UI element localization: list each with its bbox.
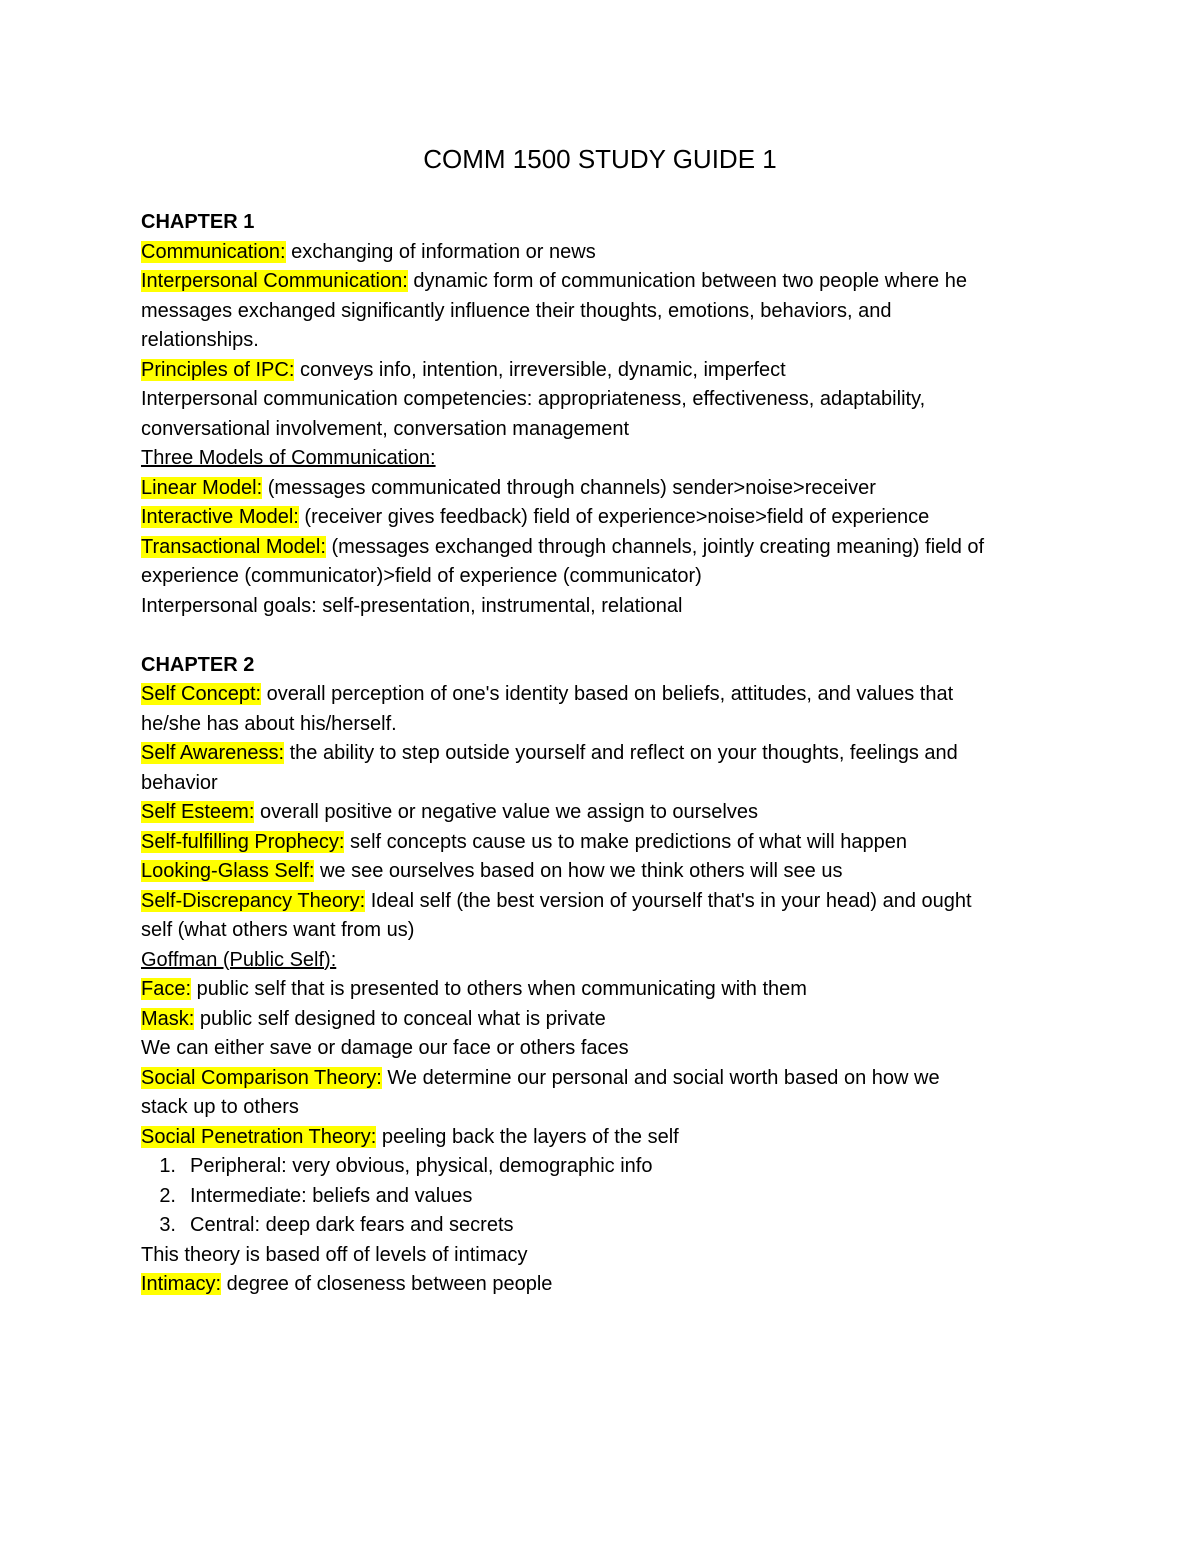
term-face: Face:	[141, 978, 192, 1000]
def-principles: conveys info, intention, irreversible, dynamic, imperfect	[294, 358, 786, 381]
intimacy-note: This theory is based off of levels of intimacy	[141, 1243, 528, 1266]
definition-discrepancy	[141, 887, 1071, 917]
definition-ipc	[141, 267, 1071, 297]
term-intimacy: Intimacy:	[141, 1273, 222, 1295]
def-self-concept-line2: he/she has about his/herself.	[141, 712, 397, 735]
document-body	[141, 208, 1071, 1300]
definition-self-esteem	[141, 798, 1071, 828]
chapter-1-heading: CHAPTER 1	[141, 211, 255, 233]
def-social-penetration: peeling back the layers of the self	[376, 1125, 679, 1148]
list-item-number: 2.	[159, 1184, 176, 1207]
def-prophecy: self concepts cause us to make predictions of what will happen	[344, 830, 907, 853]
definition-looking-glass	[141, 857, 1071, 887]
document-title: COMM 1500 STUDY GUIDE 1	[423, 144, 777, 174]
def-ipc-line2: messages exchanged significantly influence their thoughts, emotions, behaviors, and	[141, 299, 892, 322]
term-transactional: Transactional Model:	[141, 535, 326, 558]
def-social-comparison-line2: stack up to others	[141, 1096, 299, 1118]
models-heading	[141, 444, 1071, 474]
term-social-penetration: Social Penetration Theory:	[141, 1125, 377, 1148]
definition-social-comparison	[141, 1064, 1071, 1094]
term-communication: Communication:	[141, 240, 286, 263]
definition-transactional	[141, 533, 1071, 563]
interpersonal-goals: Interpersonal goals: self-presentation, instrumental, relational	[141, 594, 683, 617]
def-self-awareness-line2: behavior	[141, 771, 218, 794]
competencies-line2: conversational involvement, conversation management	[141, 417, 630, 440]
definition-intimacy	[141, 1270, 1071, 1300]
def-intimacy: degree of closeness between people	[221, 1273, 553, 1295]
term-self-concept: Self Concept:	[141, 683, 262, 705]
def-interactive: (receiver gives feedback) field of experience>noise>field of experience	[298, 506, 930, 528]
def-communication: exchanging of information or news	[285, 240, 596, 263]
goffman-heading-text: Goffman (Public Self):	[141, 948, 337, 971]
def-discrepancy-line1: Ideal self (the best version of yourself that's in your head) and ought	[365, 889, 972, 912]
competencies-line1: Interpersonal communication competencies: appropriateness, effectiveness, adaptability,	[141, 388, 926, 410]
definition-face	[141, 975, 1071, 1005]
list-item	[141, 1211, 1071, 1241]
definition-communication	[141, 238, 1071, 268]
list-item	[141, 1182, 1071, 1212]
list-item-text: Intermediate: beliefs and values	[190, 1184, 473, 1207]
term-principles: Principles of IPC:	[141, 358, 295, 381]
list-item-number: 3.	[159, 1214, 176, 1236]
list-item-text: Peripheral: very obvious, physical, demographic info	[190, 1155, 653, 1177]
def-self-awareness-line1: the ability to step outside yourself and reflect on your thoughts, feelings and	[284, 742, 958, 764]
term-interactive: Interactive Model:	[141, 506, 299, 528]
definition-interactive	[141, 503, 1071, 533]
definition-social-penetration	[141, 1123, 1071, 1153]
list-item	[141, 1152, 1071, 1182]
definition-self-concept	[141, 680, 1071, 710]
term-self-awareness: Self Awareness:	[141, 742, 285, 764]
models-heading-text: Three Models of Communication:	[141, 447, 436, 469]
goffman-heading	[141, 946, 1071, 976]
def-ipc-line1: dynamic form of communication between two people where he	[407, 270, 967, 292]
def-transactional-line2: experience (communicator)>field of experience (communicator)	[141, 565, 702, 587]
term-ipc: Interpersonal Communication:	[141, 270, 408, 292]
term-linear: Linear Model:	[141, 476, 263, 499]
def-face: public self that is presented to others when communicating with them	[191, 978, 807, 1000]
definition-prophecy	[141, 828, 1071, 858]
def-social-comparison-line1: We determine our personal and social worth based on how we	[381, 1066, 940, 1089]
def-self-concept-line1: overall perception of one's identity based on beliefs, attitudes, and values that	[261, 683, 954, 705]
def-transactional-line1: (messages exchanged through channels, jointly creating meaning) field of	[325, 535, 985, 558]
term-prophecy: Self-fulfilling Prophecy:	[141, 830, 345, 853]
save-damage-note: We can either save or damage our face or others faces	[141, 1037, 629, 1059]
def-discrepancy-line2: self (what others want from us)	[141, 919, 415, 941]
def-looking-glass: we see ourselves based on how we think others will see us	[314, 860, 843, 882]
term-looking-glass: Looking-Glass Self:	[141, 860, 315, 882]
chapter-2-heading: CHAPTER 2	[141, 653, 255, 676]
def-linear: (messages communicated through channels) sender>noise>receiver	[262, 476, 876, 499]
definition-linear	[141, 474, 1071, 504]
definition-mask	[141, 1005, 1071, 1035]
term-social-comparison: Social Comparison Theory:	[141, 1066, 382, 1089]
def-self-esteem: overall positive or negative value we assign to ourselves	[254, 801, 758, 823]
def-ipc-line3: relationships.	[141, 329, 259, 351]
spacer	[141, 621, 1071, 651]
term-mask: Mask:	[141, 1007, 195, 1030]
def-mask: public self designed to conceal what is private	[194, 1007, 606, 1030]
definition-self-awareness	[141, 739, 1071, 769]
list-item-text: Central: deep dark fears and secrets	[190, 1214, 514, 1236]
term-discrepancy: Self-Discrepancy Theory:	[141, 889, 366, 912]
term-self-esteem: Self Esteem:	[141, 801, 255, 823]
definition-principles	[141, 356, 1071, 386]
list-item-number: 1.	[159, 1155, 176, 1177]
